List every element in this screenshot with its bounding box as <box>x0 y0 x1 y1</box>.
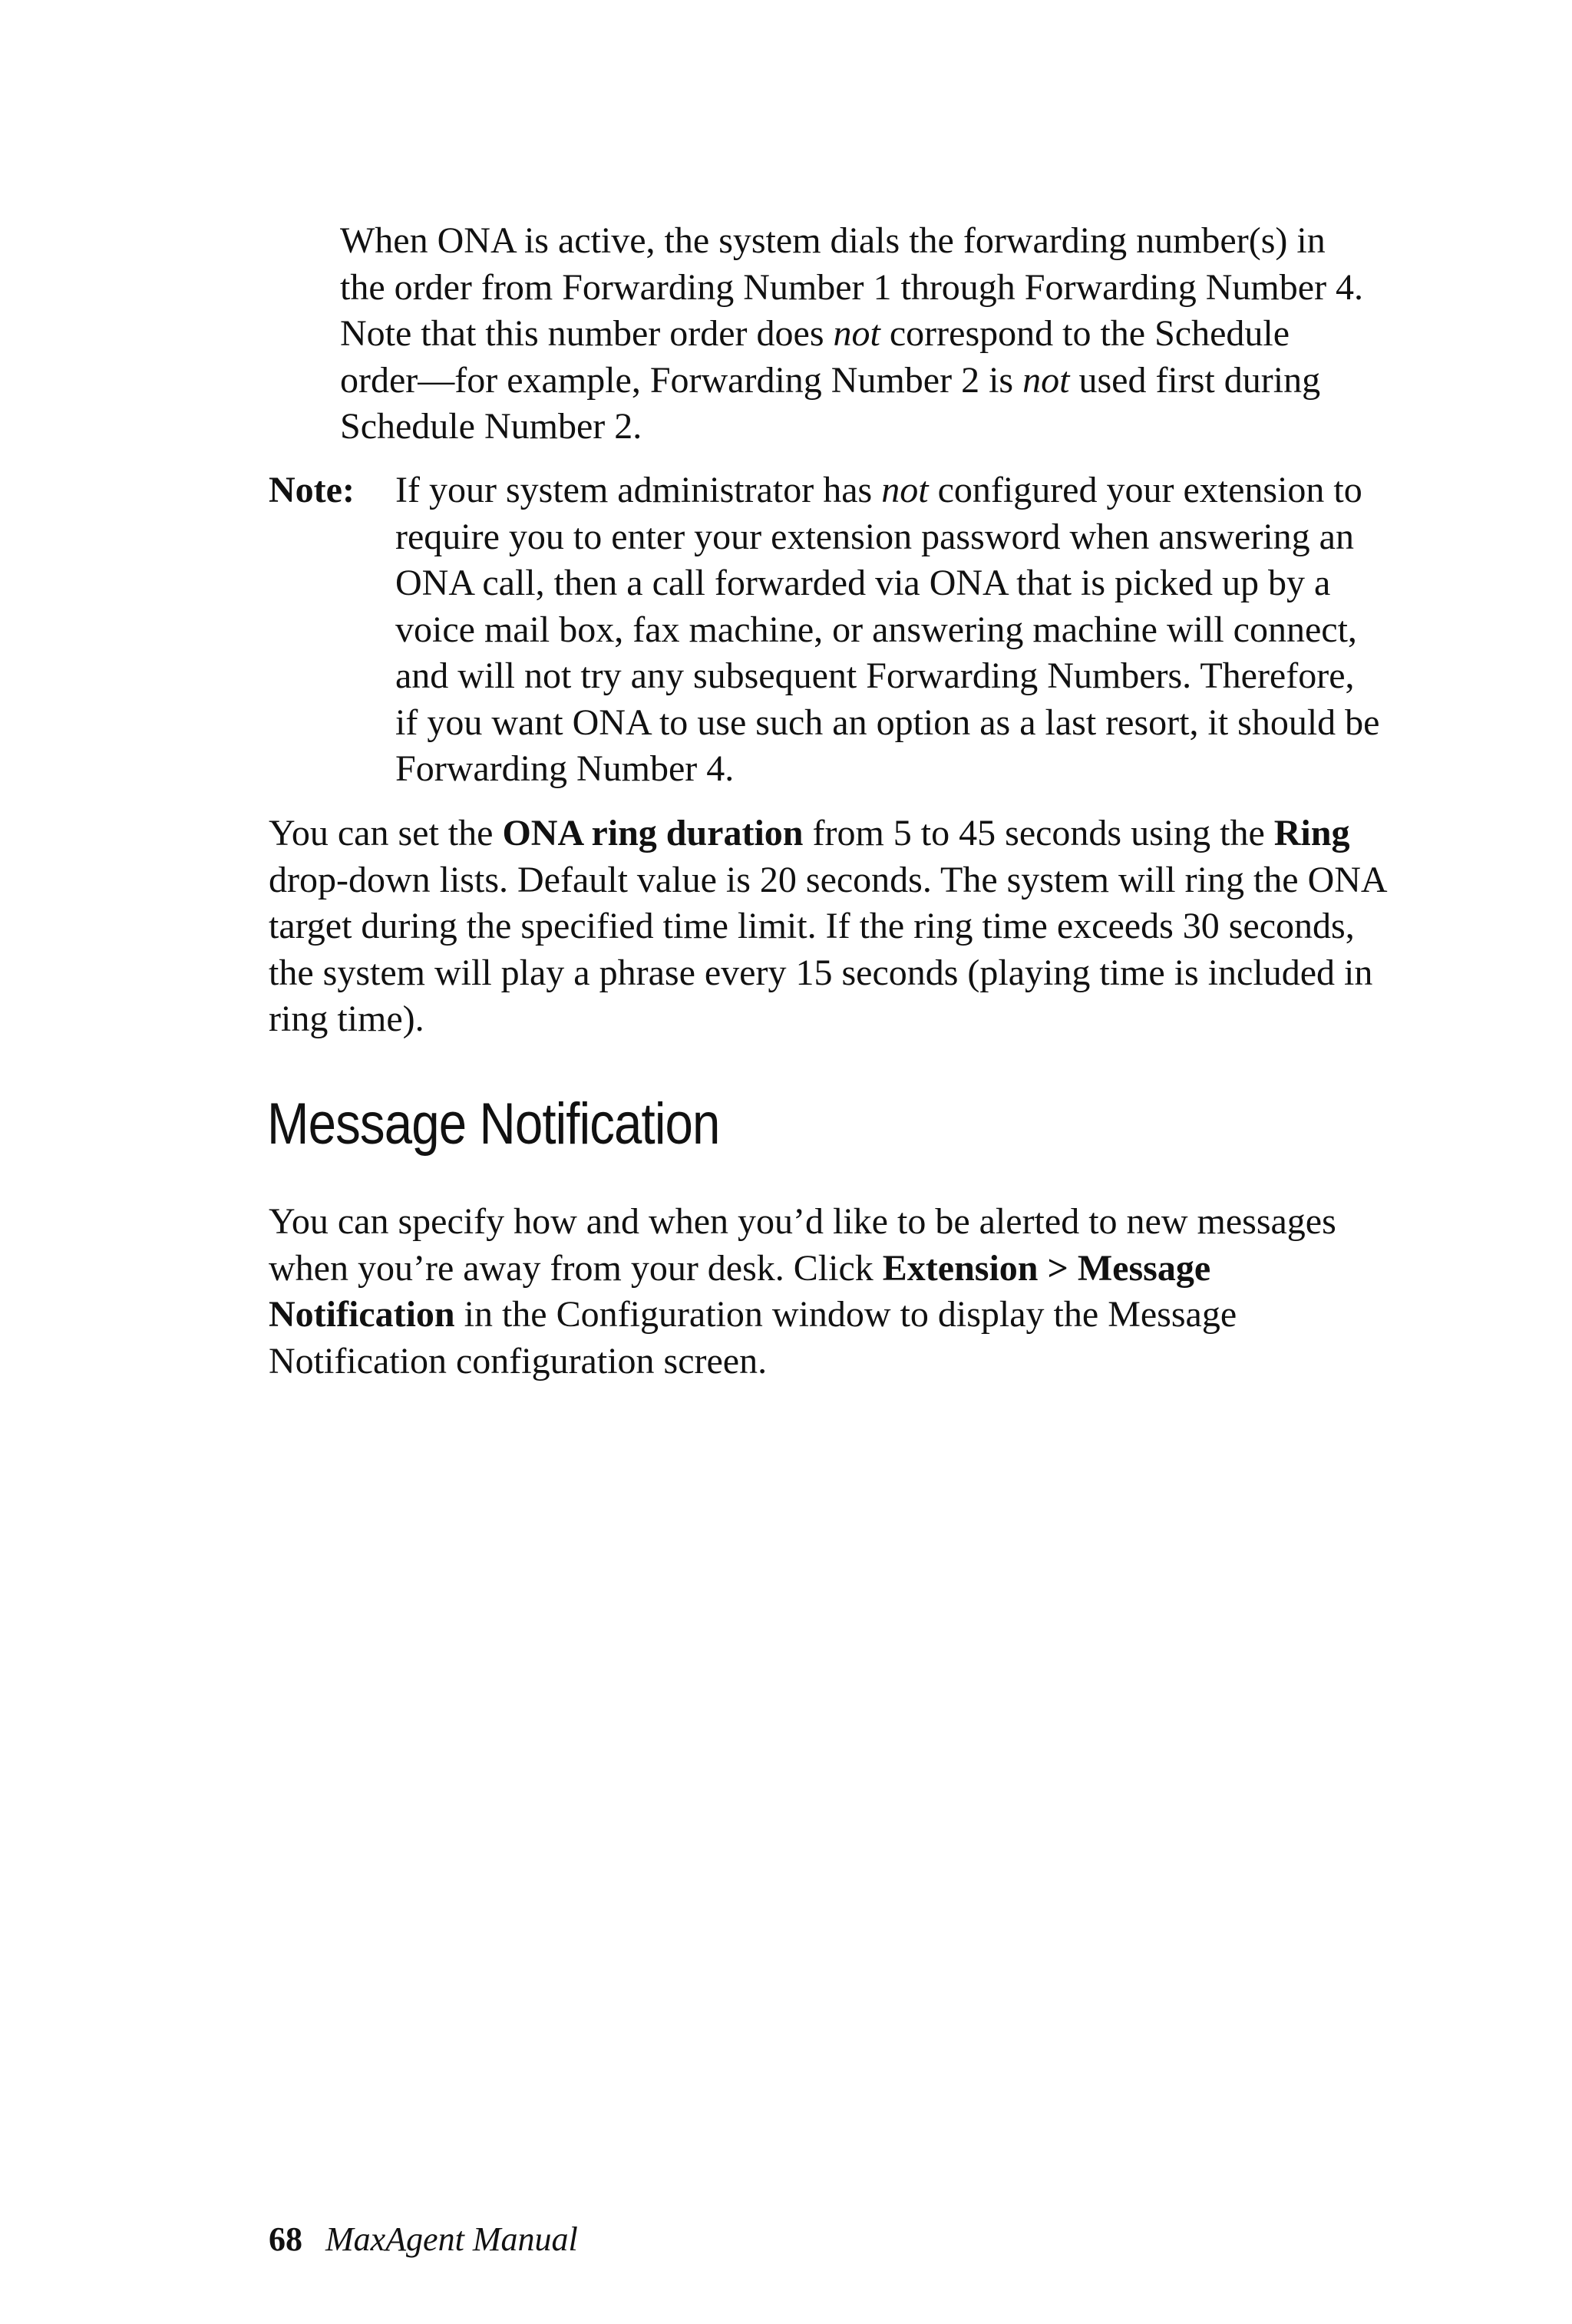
note-label: Note: <box>269 470 355 510</box>
manual-title: MaxAgent Manual <box>325 2220 578 2258</box>
intro-line-4-start: order—for example, Forwarding Number 2 is <box>340 359 1023 401</box>
intro-line-4-end: used first during <box>1069 359 1321 401</box>
intro-line-2: the order from Forwarding Number 1 through Forwarding Number 4. <box>340 266 1364 308</box>
notification-term: Notification <box>269 1294 455 1335</box>
intro-line-3-end: correspond to the Schedule <box>880 313 1290 354</box>
intro-emphasis-not: not <box>833 313 880 354</box>
note-line-3: ONA call, then a call forwarded via ONA that is picked up by a <box>395 563 1331 603</box>
extension-message-term: Extension > Message <box>882 1247 1211 1289</box>
note-line-7: Forwarding Number 4. <box>395 748 735 789</box>
msg-line-2 <box>269 1246 1435 1292</box>
page-footer <box>269 2218 578 2261</box>
msg-line-1: You can specify how and when you’d like to be alerted to new messages <box>269 1201 1336 1242</box>
note-line-2: require you to enter your extension password when answering an <box>395 516 1354 557</box>
intro-line-1: When ONA is active, the system dials the forwarding number(s) in <box>340 220 1326 261</box>
ring-duration-paragraph <box>269 810 1435 1043</box>
msg-line-3-end: in the Configuration window to display the Message <box>454 1294 1237 1335</box>
intro-emphasis-not-2: not <box>1022 359 1070 401</box>
note-line-1 <box>395 467 1432 514</box>
note-body <box>395 467 1432 793</box>
ring-line-1-start: You can set the <box>269 813 503 853</box>
ona-ring-duration-term: ONA ring duration <box>502 813 804 853</box>
intro-line-3 <box>340 311 1430 358</box>
note-line-6: if you want ONA to use such an option as a last resort, it should be <box>395 701 1380 743</box>
page-number: 68 <box>269 2220 302 2258</box>
ring-line-3: target during the specified time limit. If the ring time exceeds 30 seconds, <box>269 906 1355 946</box>
ring-line-1-middle: from 5 to 45 seconds using the <box>803 813 1274 853</box>
note-line-1-end: configured your extension to <box>928 470 1362 510</box>
intro-line-4 <box>340 358 1430 404</box>
ring-line-4: the system will play a phrase every 15 seconds (playing time is included in <box>269 952 1373 993</box>
note-line-5: and will not try any subsequent Forwarding Numbers. Therefore, <box>395 655 1355 696</box>
note-emphasis-not: not <box>881 470 929 510</box>
intro-paragraph <box>340 218 1430 451</box>
ring-line-2: drop-down lists. Default value is 20 seconds. The system will ring the ONA <box>269 859 1388 900</box>
message-notification-paragraph <box>269 1199 1435 1385</box>
section-heading: Message Notification <box>267 1091 720 1157</box>
intro-line-5: Schedule Number 2. <box>340 406 642 447</box>
note-line-1-start: If your system administrator has <box>395 470 882 510</box>
note-line-4: voice mail box, fax machine, or answering machine will connect, <box>395 609 1357 650</box>
ring-term: Ring <box>1273 813 1350 853</box>
msg-line-2-start: when you’re away from your desk. Click <box>269 1247 883 1289</box>
intro-line-3-start: Note that this number order does <box>340 313 834 354</box>
ring-line-5: ring time). <box>269 999 424 1039</box>
msg-line-4: Notification configuration screen. <box>269 1340 768 1382</box>
msg-line-3 <box>269 1292 1435 1339</box>
ring-line-1 <box>269 810 1435 857</box>
